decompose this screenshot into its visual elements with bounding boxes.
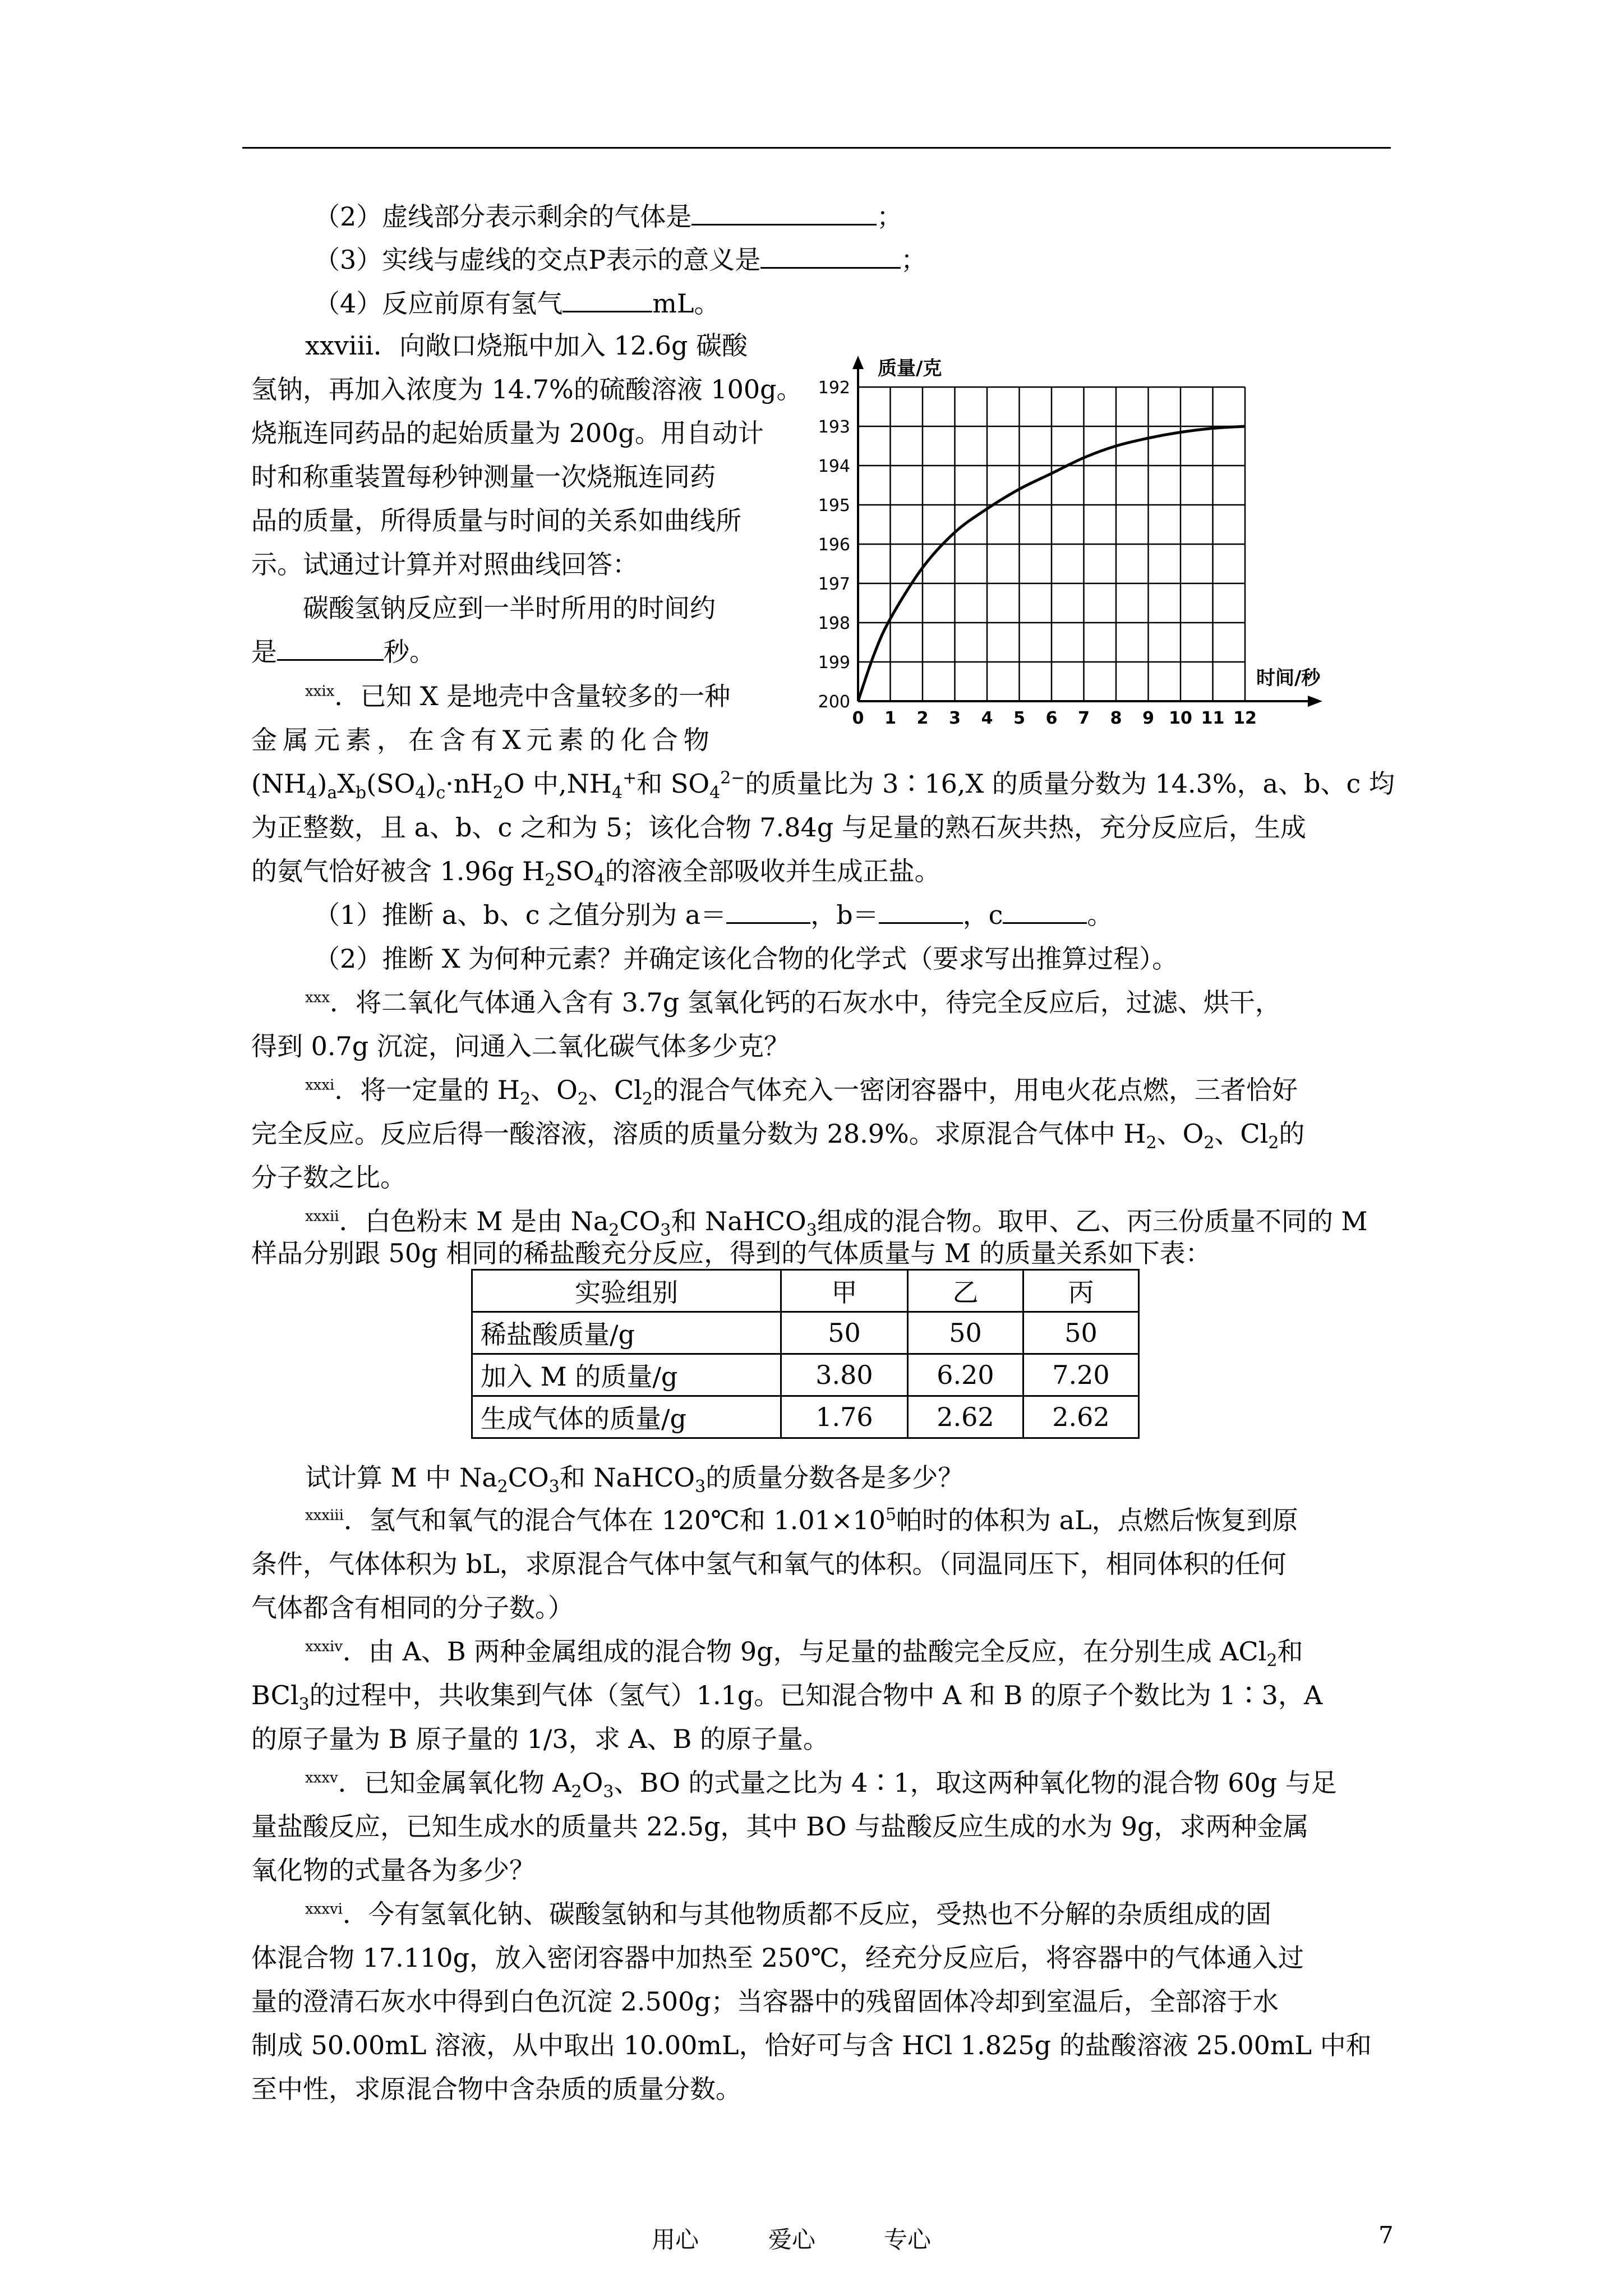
- question-29-line: 为正整数，且 a、b、c 之和为 5；该化合物 7.84g 与足量的熟石灰共热，充分反应后，生成: [251, 812, 1306, 843]
- y-tick-label: 194: [818, 457, 850, 476]
- table-cell: 2.62: [1023, 1396, 1139, 1438]
- question-30-line: $^{xxx}$．将二氧化气体通入含有 3.7g 氢氧化钙的石灰水中，待完全反应后，过滤、烘干，: [305, 987, 1281, 1018]
- x-tick-labels: [852, 708, 1257, 728]
- answer-blank[interactable]: [562, 288, 652, 312]
- y-axis-label: 质量/克: [878, 357, 942, 380]
- question-28-line: 氢钠，再加入浓度为 14.7%的硫酸溶液 100g。: [251, 374, 803, 404]
- table-header-cell: 甲: [781, 1270, 908, 1312]
- answer-blank[interactable]: [879, 900, 963, 924]
- table-row: [472, 1354, 1139, 1396]
- question-34-line: BCl$_3$的过程中，共收集到气体（氢气）1.1g。已知混合物中 A 和 B 的原子个数比为 1∶3，A: [251, 1680, 1323, 1715]
- table-header-cell: 丙: [1023, 1270, 1139, 1312]
- question-28-line: 烧瓶连同药品的起始质量为 200g。用自动计: [251, 418, 764, 448]
- question-29-line: $^{xxix}$．已知 X 是地壳中含量较多的一种: [305, 681, 731, 711]
- chart-grid: [858, 387, 1245, 701]
- y-tick-label: 198: [818, 614, 850, 633]
- question-28-line: 示。试通过计算并对照曲线回答：: [251, 549, 638, 579]
- table-cell: 3.80: [781, 1354, 908, 1396]
- table-cell: 1.76: [781, 1396, 908, 1438]
- y-tick-label: 200: [818, 692, 850, 712]
- x-tick-label: 9: [1142, 708, 1154, 728]
- x-tick-label: 1: [884, 708, 896, 728]
- x-tick-label: 2: [916, 708, 929, 728]
- x-tick-label: 11: [1201, 708, 1225, 728]
- table-cell: 50: [908, 1312, 1023, 1354]
- question-28-line: 碳酸氢钠反应到一半时所用的时间约: [303, 593, 716, 623]
- x-tick-label: 5: [1013, 708, 1025, 728]
- footer-text: 用心: [652, 2226, 699, 2253]
- x-tick-label: 6: [1045, 708, 1058, 728]
- table-cell: 生成气体的质量/g: [472, 1396, 781, 1438]
- y-tick-labels: [818, 378, 850, 712]
- question-line: （4）反应前原有氢气 mL。: [314, 288, 720, 319]
- table-row: [472, 1396, 1139, 1438]
- table-cell: 2.62: [908, 1396, 1023, 1438]
- question-29-line: 的氨气恰好被含 1.96g $H_2SO_4$的溶液全部吸收并生成正盐。: [251, 856, 940, 891]
- y-tick-label: 196: [818, 535, 850, 555]
- table-header-cell: 实验组别: [472, 1270, 781, 1312]
- table-cell: 50: [1023, 1312, 1139, 1354]
- y-tick-label: 199: [818, 653, 850, 673]
- answer-blank[interactable]: [691, 201, 877, 226]
- question-34-line: 的原子量为 B 原子量的 1/3，求 A、B 的原子量。: [251, 1724, 829, 1754]
- table-row: [472, 1312, 1139, 1354]
- mass-time-chart: [808, 348, 1329, 735]
- question-29-line: （2）推断 X 为何种元素？并确定该化合物的化学式（要求写出推算过程）。: [314, 944, 1178, 974]
- question-28-line: 是 秒。: [251, 637, 435, 667]
- question-31-line: 完全反应。反应后得一酸溶液，溶质的质量分数为 28.9%。求原混合气体中 $H_2$、$O_2$、$Cl_2$的: [251, 1119, 1305, 1153]
- question-31-line: $^{xxxi}$．将一定量的 $H_2$、$O_2$、$Cl_2$的混合气体充入一密闭容器中，用电火花点燃，三者恰好: [305, 1075, 1298, 1110]
- y-tick-label: 193: [818, 417, 850, 437]
- question-29-line: （1）推断 a、b、c 之值分别为 a＝ ，b＝ ，c 。: [314, 900, 1113, 930]
- footer-text: 爱心: [768, 2226, 816, 2253]
- table-cell: 稀盐酸质量/g: [472, 1312, 781, 1354]
- answer-blank[interactable]: [760, 245, 901, 269]
- question-29-line: $(NH_4)_aX_b(SO_4)_c\cdot nH_2O$ 中$,NH_4^+$和 $SO_4^{2-}$的质量比为 3∶16,X 的质量分数为 14.3%，a、b、c 均: [251, 768, 1395, 803]
- x-tick-label: 8: [1110, 708, 1122, 728]
- question-28-line: 时和称重装置每秒钟测量一次烧瓶连同药: [251, 462, 716, 492]
- question-32-line: $^{xxxii}$．白色粉末 M 是由 $Na_2CO_3$和 NaHCO$_3$组成的混合物。取甲、乙、丙三份质量不同的 M: [305, 1206, 1368, 1241]
- x-axis-arrow: [1308, 696, 1322, 707]
- question-28-line: xxviii．向敞口烧瓶中加入 12.6g 碳酸: [305, 330, 748, 361]
- question-30-line: 得到 0.7g 沉淀，问通入二氧化碳气体多少克？: [251, 1031, 790, 1061]
- question-32-line: 试计算 M 中 $Na_2CO_3$和 NaHCO$_3$的质量分数各是多少？: [305, 1462, 964, 1497]
- question-35-line: 量盐酸反应，已知生成水的质量共 22.5g，其中 BO 与盐酸反应生成的水为 9g，求两种金属: [251, 1811, 1309, 1842]
- question-31-line: 分子数之比。: [251, 1162, 406, 1193]
- table-cell: 50: [781, 1312, 908, 1354]
- y-tick-label: 192: [818, 378, 850, 398]
- data-table: [471, 1269, 1140, 1439]
- question-36-line: 量的澄清石灰水中得到白色沉淀 2.500g；当容器中的残留固体冷却到室温后，全部溶于水: [251, 1986, 1279, 2017]
- question-29-line: 金属元素，在含有X元素的化合物: [251, 725, 715, 755]
- question-36-line: 至中性，求原混合物中含杂质的质量分数。: [251, 2074, 741, 2104]
- table-cell: 加入 M 的质量/g: [472, 1354, 781, 1396]
- question-28-line: 品的质量，所得质量与时间的关系如曲线所: [251, 505, 741, 536]
- x-tick-label: 3: [949, 708, 961, 728]
- table-cell: 6.20: [908, 1354, 1023, 1396]
- question-line: （3）实线与虚线的交点P表示的意义是 ；: [314, 245, 927, 275]
- question-35-line: $^{xxxv}$．已知金属氧化物 $A_2O_3$、BO 的式量之比为 4∶1，取这两种氧化物的混合物 60g 与足: [305, 1768, 1337, 1802]
- page-number: 7: [1378, 2221, 1394, 2249]
- table-header-cell: 乙: [908, 1270, 1023, 1312]
- x-tick-label: 7: [1078, 708, 1090, 728]
- answer-blank[interactable]: [277, 637, 384, 661]
- x-tick-label: 4: [981, 708, 993, 728]
- question-34-line: $^{xxxiv}$．由 A、B 两种金属组成的混合物 9g，与足量的盐酸完全反应，在分别生成 ACl$_2$和: [305, 1636, 1303, 1671]
- y-tick-label: 197: [818, 574, 850, 594]
- question-36-line: 体混合物 17.110g，放入密闭容器中加热至 250℃，经充分反应后，将容器中的气体通入过: [251, 1943, 1304, 1973]
- question-33-line: 气体都含有相同的分子数。）: [251, 1593, 574, 1623]
- table-cell: 7.20: [1023, 1354, 1139, 1396]
- footer-text: 专心: [884, 2226, 932, 2253]
- question-line: （2）虚线部分表示剩余的气体是 ；: [314, 201, 903, 232]
- table-header-row: [472, 1270, 1139, 1312]
- question-36-line: 制成 50.00mL 溶液，从中取出 10.00mL，恰好可与含 HCl 1.825g 的盐酸溶液 25.00mL 中和: [251, 2030, 1372, 2060]
- question-33-line: 条件，气体体积为 bL，求原混合气体中氢气和氧气的体积。（同温同压下，相同体积的任何: [251, 1549, 1287, 1579]
- answer-blank[interactable]: [1003, 900, 1087, 924]
- x-tick-label: 10: [1169, 708, 1192, 728]
- x-tick-label: 0: [852, 708, 864, 728]
- question-36-line: $^{xxxvi}$．今有氢氧化钠、碳酸氢钠和与其他物质都不反应，受热也不分解的杂质组成的固: [305, 1899, 1271, 1929]
- answer-blank[interactable]: [726, 900, 810, 924]
- x-tick-label: 12: [1233, 708, 1257, 728]
- question-32-line: 样品分别跟 50g 相同的稀盐酸充分反应，得到的气体质量与 M 的质量关系如下表：: [251, 1238, 1211, 1268]
- y-tick-label: 195: [818, 496, 850, 516]
- x-axis-label: 时间/秒: [1256, 667, 1321, 689]
- header-rule: [242, 147, 1391, 149]
- question-33-line: $^{xxxiii}$．氢气和氧气的混合气体在 120℃和 $1.01\times 10^5$帕时的体积为 aL，点燃后恢复到原: [305, 1504, 1298, 1535]
- question-35-line: 氧化物的式量各为多少？: [251, 1855, 535, 1885]
- y-axis-arrow: [852, 356, 864, 369]
